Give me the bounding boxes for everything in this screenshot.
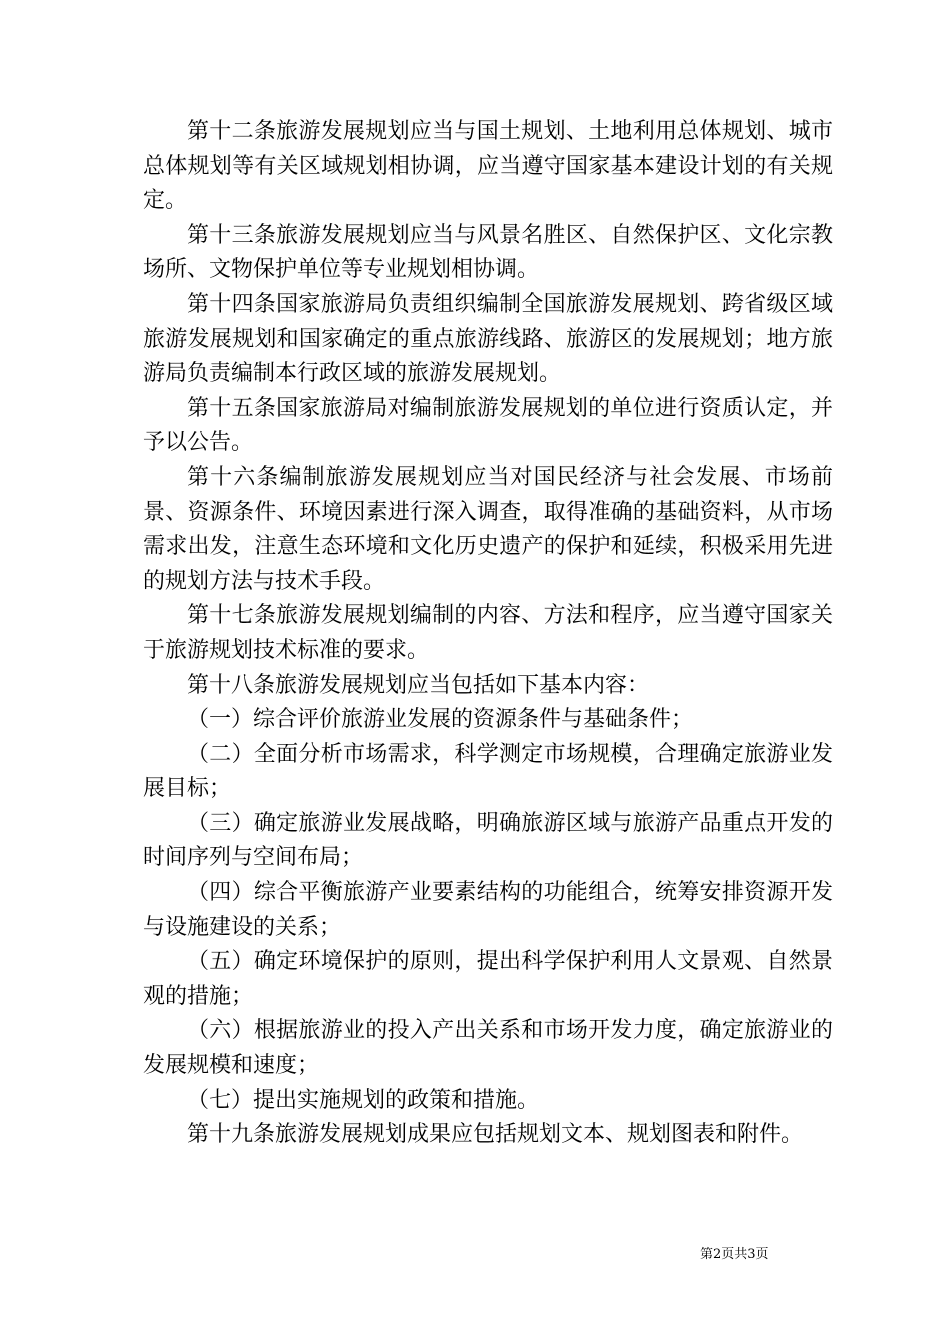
paragraph-article-19: 第十九条旅游发展规划成果应包括规划文本、规划图表和附件。	[187, 1122, 804, 1148]
document-body	[143, 115, 833, 1153]
paragraph-article-12: 第十二条旅游发展规划应当与国土规划、土地利用总体规划、城市总体规划等有关区域规划相协调，应当遵守国家基本建设计划的有关规定。	[143, 119, 833, 214]
list-item-1: （一）综合评价旅游业发展的资源条件与基础条件；	[187, 707, 694, 733]
paragraph-article-14: 第十四条国家旅游局负责组织编制全国旅游发展规划、跨省级区域旅游发展规划和国家确定的重点旅游线路、旅游区的发展规划；地方旅游局负责编制本行政区域的旅游发展规划。	[143, 291, 833, 387]
list-item-4: （四）综合平衡旅游产业要素结构的功能组合，统筹安排资源开发与设施建设的关系；	[143, 880, 833, 940]
paragraph-article-18: 第十八条旅游发展规划应当包括如下基本内容：	[187, 672, 650, 698]
paragraph-article-13: 第十三条旅游发展规划应当与风景名胜区、自然保护区、文化宗教场所、文物保护单位等专业规划相协调。	[143, 222, 833, 283]
paragraph-article-15: 第十五条国家旅游局对编制旅游发展规划的单位进行资质认定，并予以公告。	[143, 395, 833, 456]
list-item-5: （五）确定环境保护的原则，提出科学保护利用人文景观、自然景观的措施；	[143, 949, 833, 1009]
page-number-footer: 第2页共3页	[700, 1247, 769, 1262]
list-item-6: （六）根据旅游业的投入产出关系和市场开发力度，确定旅游业的发展规模和速度；	[143, 1018, 833, 1079]
list-item-2: （二）全面分析市场需求，科学测定市场规模，合理确定旅游业发展目标；	[143, 741, 833, 802]
paragraph-article-16: 第十六条编制旅游发展规划应当对国民经济与社会发展、市场前景、资源条件、环境因素进行深入调查，取得准确的基础资料，从市场需求出发，注意生态环境和文化历史遗产的保护和延续，积极采用先进的规划方法与技术手段。	[143, 464, 833, 594]
list-item-3: （三）确定旅游业发展战略，明确旅游区域与旅游产品重点开发的时间序列与空间布局；	[143, 810, 833, 871]
list-item-7: （七）提出实施规划的政策和措施。	[187, 1087, 540, 1113]
paragraph-article-17: 第十七条旅游发展规划编制的内容、方法和程序，应当遵守国家关于旅游规划技术标准的要求。	[143, 603, 833, 663]
